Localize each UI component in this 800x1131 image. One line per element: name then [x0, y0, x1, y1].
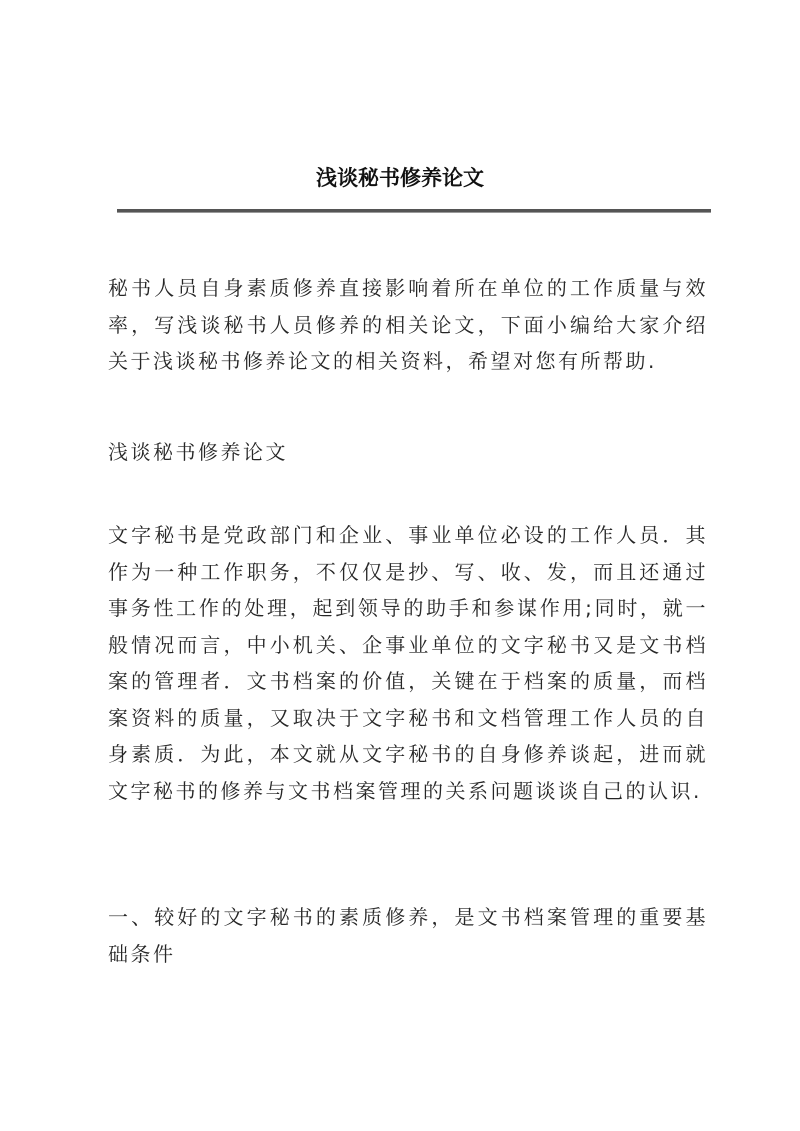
document-title: 浅谈秘书修养论文 — [316, 165, 484, 190]
body-paragraph: 文字秘书是党政部门和企业、事业单位必设的工作人员．其作为一种工作职务，不仅仅是抄、写、收、发，而且还通过事务性工作的处理，起到领导的助手和参谋作用;同时，就一般情况而言，中小机关、企事业单位的文字秘书又是文书档案的管理者．文书档案的价值，关键在于档案的质量，而档案资料的质量，又取决于文字秘书和文档管理工作人员的自身素质．为此，本文就从文字秘书的自身修养谈起，进而就文字秘书的修养与文书档案管理的关系问题谈谈自己的认识. — [108, 523, 708, 803]
section-heading: 浅谈秘书修养论文 — [108, 440, 288, 464]
section-heading-one: 一、较好的文字秘书的素质修养，是文书档案管理的重要基础条件 — [108, 905, 708, 966]
intro-paragraph: 秘书人员自身素质修养直接影响着所在单位的工作质量与效率，写浅谈秘书人员修养的相关论文，下面小编给大家介绍关于浅谈秘书修养论文的相关资料，希望对您有所帮助. — [108, 276, 708, 373]
title-divider — [117, 209, 711, 213]
